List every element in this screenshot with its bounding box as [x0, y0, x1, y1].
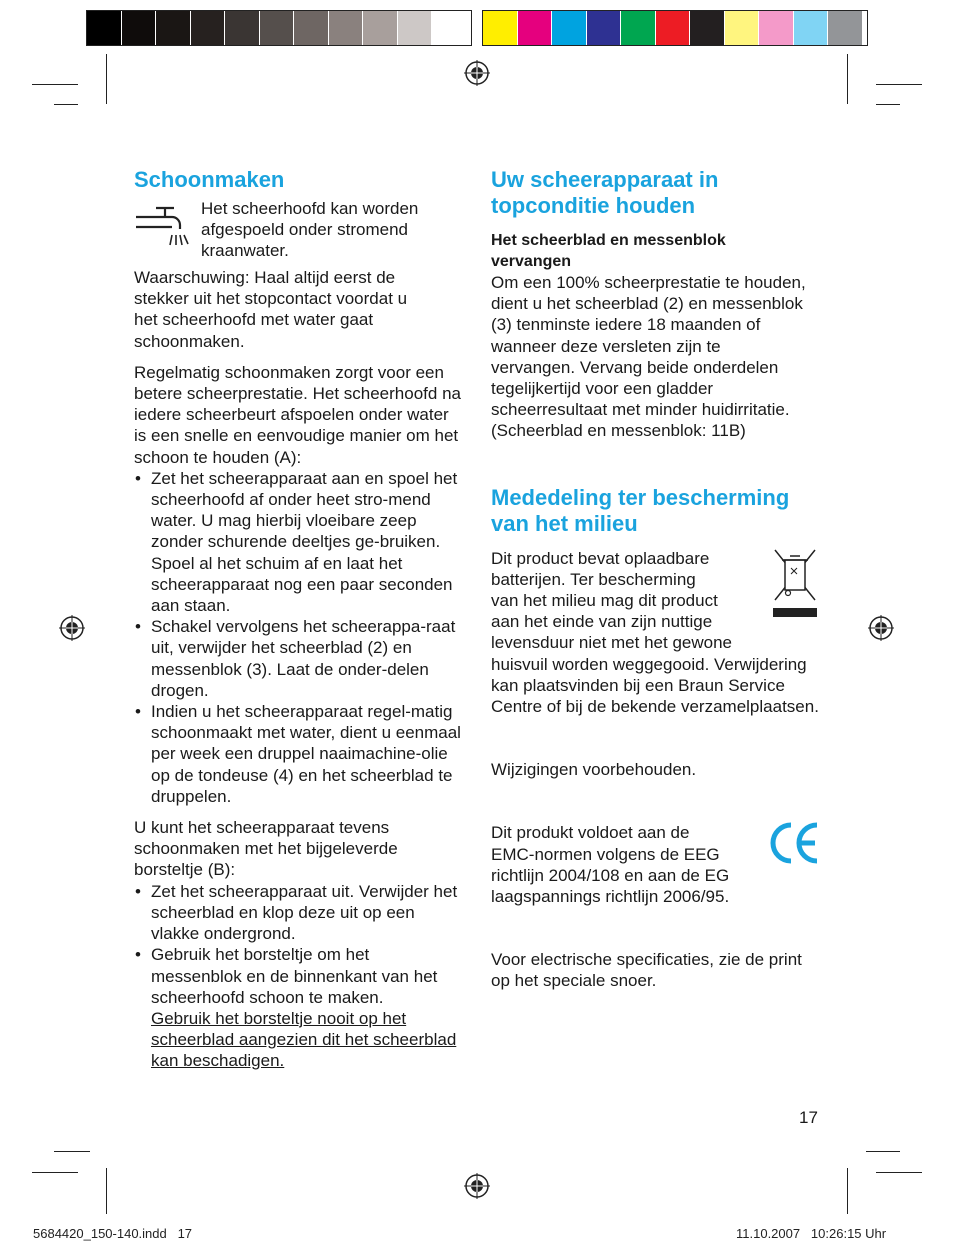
environment-line: aan het einde van zijn nuttige — [491, 612, 713, 632]
environment-heading — [491, 485, 824, 537]
weee-crossed-bin-icon — [771, 548, 819, 620]
list-item: • Schakel vervolgens het scheerappa-raat uit, verwijder het scheerblad (2) en messenblok (3). Laat de onder-delen drogen. — [134, 616, 464, 701]
replace-paragraph: Om een 100% scheerprestatie te houden, dient u het scheerblad (2) en messenblok (3) tenminste iedere 18 maanden of wanneer deze versleten zijn te vervangen. Vervang beide onderdelen tegelijkertijd voor een gladder scheerresultaat met minder huidirritatie. — [491, 273, 806, 420]
color-swatch — [260, 11, 295, 45]
color-swatch — [656, 11, 691, 45]
changes-reserved-text: Wijzigingen voorbehouden. — [491, 760, 697, 780]
gray-color-bar — [86, 10, 472, 46]
color-swatch — [398, 11, 433, 45]
footer-file-info: 5684420_150-140.indd 17 — [33, 1226, 193, 1241]
brush-paragraph: U kunt het scheerapparaat tevens schoonmaken met het bijgeleverde borsteltje (B): — [134, 818, 398, 880]
crop-mark — [847, 54, 848, 104]
registration-mark-icon — [464, 1173, 490, 1199]
faucet-icon — [134, 205, 190, 255]
registration-mark-icon — [868, 615, 894, 641]
color-swatch — [552, 11, 587, 45]
color-swatch — [87, 11, 122, 45]
list-item: • Zet het scheerapparaat aan en spoel het scheerhoofd af onder heet stro-mend water. U mag hierbij vloeibare zeep zonder schurende deeltjes ge-bruiken. Spoel al het schuim af en laat het scheerapparaat nog een paar seconden aan staan. — [134, 468, 464, 616]
crop-mark — [847, 1168, 848, 1214]
regular-cleaning-paragraph: Regelmatig schoonmaken zorgt voor een betere scheerprestatie. Het scheerhoofd na iedere scheerbeurt afspoelen onder water is een snelle en eenvoudige manier om het schoon te houden (A): — [134, 362, 461, 467]
ce-mark-icon — [769, 819, 821, 867]
color-swatch — [794, 11, 829, 45]
electrical-spec-text: Voor electrische specificaties, zie de print op het speciale snoer. — [491, 950, 802, 991]
replacement-part-number: (Scheerblad en messenblok: 11B) — [491, 421, 746, 441]
list-item — [134, 944, 464, 1071]
crop-mark — [32, 1172, 78, 1173]
cleaning-heading: Schoonmaken — [134, 167, 285, 192]
list-item: • Zet het scheerapparaat uit. Verwijder het scheerblad en klop deze uit op een vlakke ondergrond. — [134, 881, 464, 945]
color-swatch — [156, 11, 191, 45]
footer-timestamp: 11.10.2007 10:26:15 Uhr — [736, 1226, 887, 1241]
heading-line: Mededeling ter bescherming — [491, 484, 790, 510]
intro-line: afgespoeld onder stromend — [201, 220, 408, 240]
emc-line: richtlijn 2004/108 en aan de EG — [491, 865, 730, 885]
crop-mark — [876, 104, 900, 105]
color-swatch — [828, 11, 863, 45]
color-swatch — [621, 11, 656, 45]
crop-mark — [876, 84, 922, 85]
environment-line: Dit product bevat oplaadbare — [491, 548, 710, 568]
crop-mark — [54, 104, 78, 105]
color-swatch — [225, 11, 260, 45]
left-column — [134, 167, 464, 1072]
crop-mark — [876, 1172, 922, 1173]
color-swatch — [122, 11, 157, 45]
crop-mark — [32, 84, 78, 85]
crop-mark — [106, 54, 107, 104]
intro-line: kraanwater. — [201, 241, 289, 261]
heading-line: van het milieu — [491, 510, 638, 536]
process-color-bar — [482, 10, 868, 46]
brush-warning: Gebruik het borsteltje nooit op het scheerblad aangezien dit het scheerblad kan beschadigen. — [151, 1008, 457, 1071]
color-swatch — [363, 11, 398, 45]
color-swatch — [587, 11, 622, 45]
color-swatch — [191, 11, 226, 45]
color-swatch — [725, 11, 760, 45]
brush-instruction: Gebruik het borsteltje om het messenblok en de binnenkant van het scheerhoofd schoon te maken. — [151, 945, 438, 1007]
environment-line: batterijen. Ter bescherming — [491, 569, 696, 589]
maintenance-heading — [491, 167, 824, 219]
heading-line: Uw scheerapparaat in — [491, 167, 719, 192]
crop-mark — [106, 1168, 107, 1214]
color-swatch — [329, 11, 364, 45]
emc-line: EMC-normen volgens de EEG — [491, 844, 720, 864]
right-column — [491, 167, 824, 992]
heading-line: topconditie houden — [491, 193, 696, 218]
rinse-bullet-list — [134, 468, 464, 807]
environment-line: van het milieu mag dit product — [491, 591, 718, 611]
color-swatch — [294, 11, 329, 45]
color-swatch — [483, 11, 518, 45]
color-swatch — [432, 11, 467, 45]
crop-mark — [866, 1151, 900, 1152]
emc-line: laagspannings richtlijn 2006/95. — [491, 887, 730, 907]
color-swatch — [518, 11, 553, 45]
intro-line: Het scheerhoofd kan worden — [201, 199, 419, 218]
list-item: • Indien u het scheerapparaat regel-matig schoonmaakt met water, dient u eenmaal per week een druppel naaimachine-olie op de tondeuse (4) en het scheerblad te druppelen. — [134, 701, 464, 807]
environment-line: levensduur niet met het gewone — [491, 633, 732, 653]
brush-bullet-list — [134, 881, 464, 1072]
warning-text: Waarschuwing: Haal altijd eerst de stekker uit het stopcontact voordat u het scheerhoofd met water gaat schoonmaken. — [134, 268, 408, 351]
crop-mark — [54, 1151, 90, 1152]
emc-line: Dit produkt voldoet aan de — [491, 823, 690, 843]
color-swatch — [759, 11, 794, 45]
color-swatch — [690, 11, 725, 45]
environment-paragraph: huisvuil worden weggegooid. Verwijdering kan plaatsvinden bij een Braun Service Centre of bij de bekende verzamelplaatsen. — [491, 654, 819, 717]
registration-mark-icon — [59, 615, 85, 641]
page-number: 17 — [799, 1108, 818, 1127]
registration-mark-icon — [464, 60, 490, 86]
replace-subheading: Het scheerblad en messenblok vervangen — [491, 232, 726, 270]
